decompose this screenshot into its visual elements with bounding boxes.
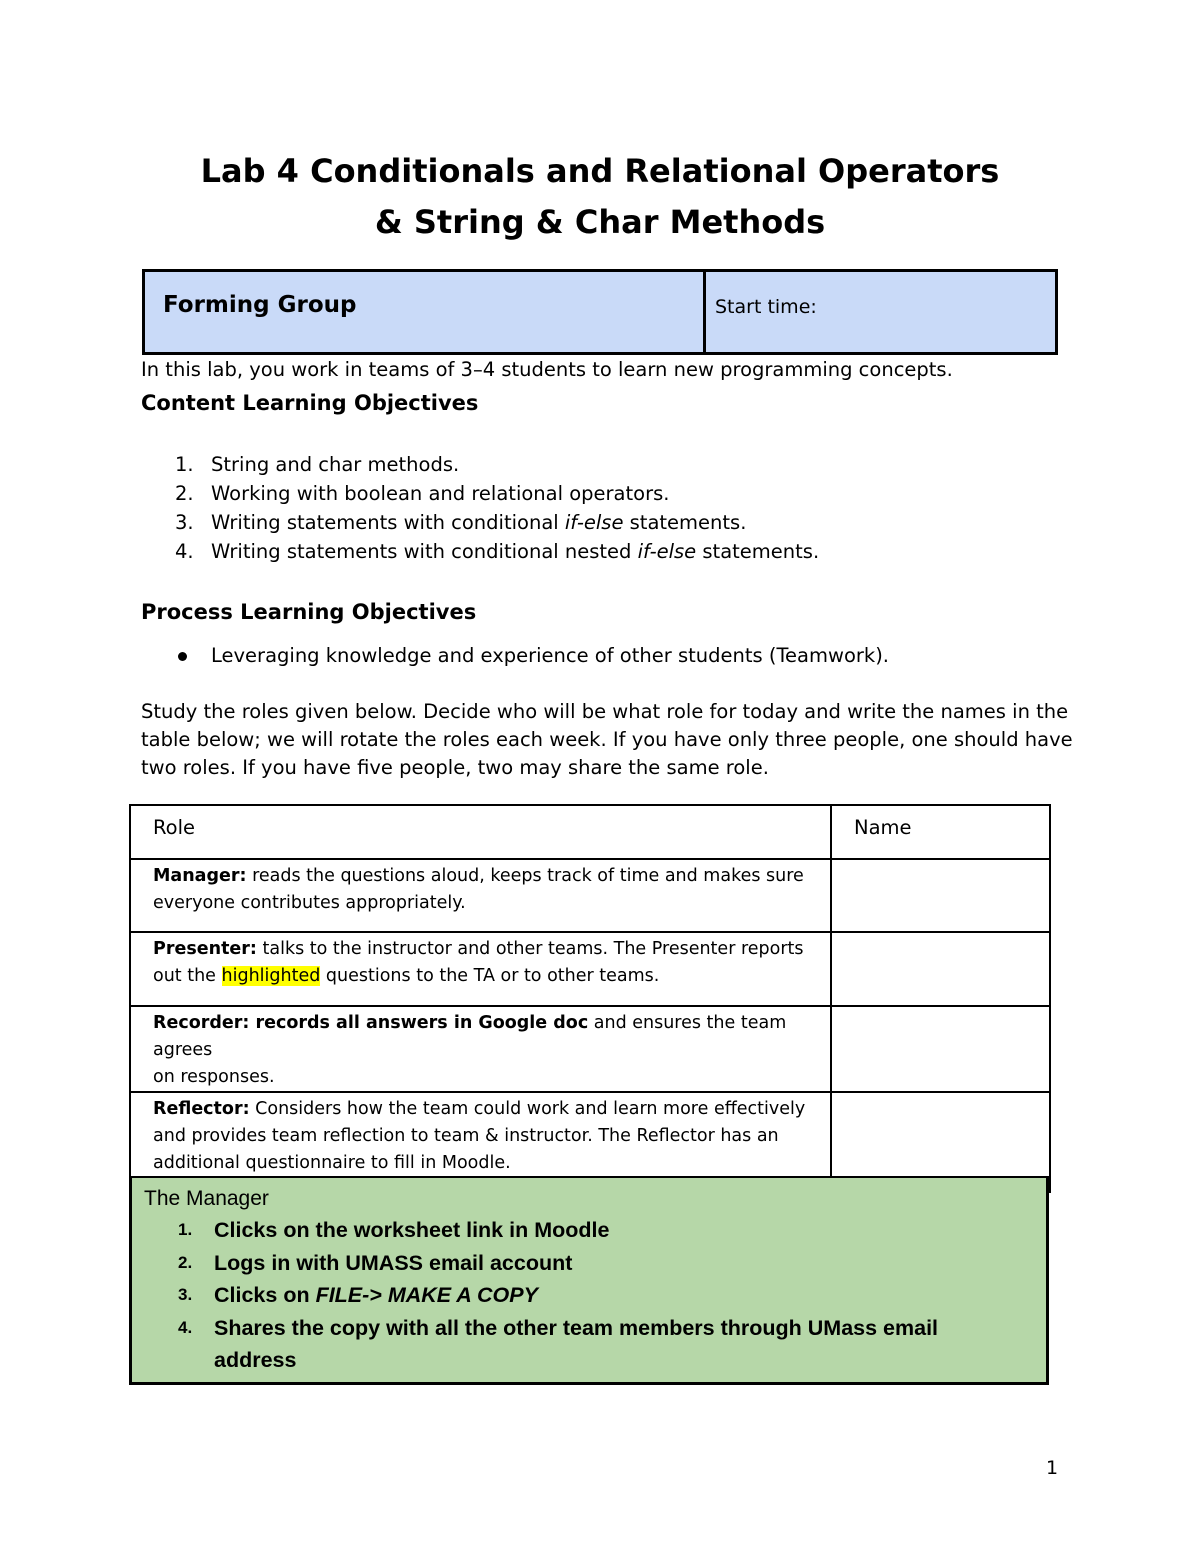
roles-intro: Study the roles given below. Decide who will be what role for today and write the names in the table below; we will rotate the roles each week. If you have only three people, one should have two roles. If you have five people, two may share the same role. <box>141 700 1073 779</box>
manager-steps-list <box>132 1214 1046 1377</box>
process-objectives-heading: Process Learning Objectives <box>141 600 477 624</box>
start-time-label: Start time: <box>715 296 817 318</box>
table-row <box>130 859 1050 932</box>
page-title-line1: Lab 4 Conditionals and Relational Operators <box>200 152 1000 190</box>
process-objectives-list <box>141 641 1041 670</box>
list-item: 4. Shares the copy with all the other team members through UMass email address <box>178 1315 939 1372</box>
name-column-header: Name <box>831 805 1050 859</box>
list-item: 3. Writing statements with conditional if-else statements. <box>175 511 747 534</box>
list-item: 1. Clicks on the worksheet link in Moodle <box>178 1218 610 1242</box>
start-time-field[interactable] <box>706 272 1055 352</box>
manager-box-title: The Manager <box>144 1187 269 1210</box>
page-number: 1 <box>1046 1457 1059 1479</box>
manager-name-cell[interactable] <box>831 859 1050 932</box>
table-row <box>130 932 1050 1006</box>
presenter-role-cell: Presenter: talks to the instructor and other teams. The Presenter reports out the highlighted questions to the TA or to other teams. <box>130 932 831 1006</box>
content-objectives-heading: Content Learning Objectives <box>141 391 479 415</box>
manager-instructions-box <box>129 1176 1049 1385</box>
intro-text: In this lab, you work in teams of 3–4 students to learn new programming concepts. <box>141 358 953 381</box>
list-item: 4. Writing statements with conditional nested if-else statements. <box>175 540 820 563</box>
list-item: 3. Clicks on FILE-> MAKE A COPY <box>178 1283 538 1307</box>
list-item: Leveraging knowledge and experience of other students (Teamwork). <box>141 641 1041 670</box>
manager-role-cell: Manager: reads the questions aloud, keeps track of time and makes sure everyone contributes appropriately. <box>130 859 831 932</box>
roles-table <box>129 804 1051 1193</box>
forming-group-label: Forming Group <box>145 272 706 352</box>
highlighted-word: highlighted <box>221 966 321 986</box>
list-item: 1. String and char methods. <box>175 453 460 476</box>
reflector-role-cell: Reflector: Considers how the team could work and learn more effectively and provides team reflection to team & instructor. The Reflector has an additional questionnaire to fill in Moodle. <box>130 1092 831 1192</box>
recorder-name-cell[interactable] <box>831 1006 1050 1092</box>
presenter-name-cell[interactable] <box>831 932 1050 1006</box>
list-item: 2. Logs in with UMASS email account <box>178 1250 573 1275</box>
table-row <box>130 1006 1050 1092</box>
table-row <box>130 805 1050 859</box>
bullet-icon <box>178 652 187 661</box>
page-title-line2: & String & Char Methods <box>374 203 826 241</box>
role-column-header: Role <box>130 805 831 859</box>
recorder-role-cell: Recorder: records all answers in Google doc and ensures the team agrees on responses. <box>130 1006 831 1092</box>
list-item: 2. Working with boolean and relational operators. <box>175 482 670 505</box>
content-objectives-list <box>141 450 1041 566</box>
forming-group-table <box>142 269 1058 355</box>
